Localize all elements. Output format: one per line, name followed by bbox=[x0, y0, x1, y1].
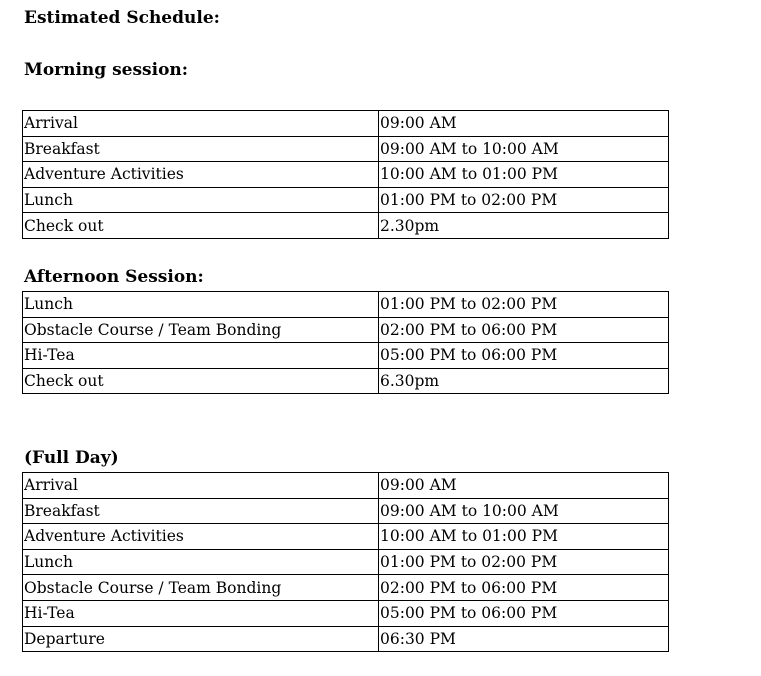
activity-cell: Breakfast bbox=[23, 136, 379, 162]
table-row bbox=[23, 524, 669, 550]
time-cell: 10:00 AM to 01:00 PM bbox=[379, 524, 669, 550]
time-cell: 6.30pm bbox=[379, 368, 669, 394]
time-cell: 02:00 PM to 06:00 PM bbox=[379, 317, 669, 343]
table-row bbox=[23, 292, 669, 318]
time-cell: 09:00 AM bbox=[379, 111, 669, 137]
activity-cell: Adventure Activities bbox=[23, 162, 379, 188]
time-cell: 01:00 PM to 02:00 PM bbox=[379, 292, 669, 318]
schedule-table-full-day bbox=[22, 472, 669, 652]
activity-cell: Obstacle Course / Team Bonding bbox=[23, 575, 379, 601]
table-row bbox=[23, 368, 669, 394]
time-cell: 09:00 AM bbox=[379, 473, 669, 499]
table-row bbox=[23, 473, 669, 499]
table-row bbox=[23, 575, 669, 601]
section-heading-afternoon: Afternoon Session: bbox=[24, 267, 204, 287]
activity-cell: Obstacle Course / Team Bonding bbox=[23, 317, 379, 343]
table-row bbox=[23, 136, 669, 162]
page-title: Estimated Schedule: bbox=[24, 8, 220, 28]
activity-cell: Breakfast bbox=[23, 498, 379, 524]
section-heading-morning: Morning session: bbox=[24, 60, 189, 80]
activity-cell: Lunch bbox=[23, 292, 379, 318]
activity-cell: Check out bbox=[23, 368, 379, 394]
time-cell: 05:00 PM to 06:00 PM bbox=[379, 343, 669, 369]
time-cell: 2.30pm bbox=[379, 213, 669, 239]
table-row bbox=[23, 317, 669, 343]
time-cell: 10:00 AM to 01:00 PM bbox=[379, 162, 669, 188]
table-row bbox=[23, 498, 669, 524]
table-row bbox=[23, 187, 669, 213]
table-row bbox=[23, 626, 669, 652]
schedule-table-afternoon bbox=[22, 291, 669, 394]
time-cell: 01:00 PM to 02:00 PM bbox=[379, 187, 669, 213]
activity-cell: Hi-Tea bbox=[23, 343, 379, 369]
table-row bbox=[23, 600, 669, 626]
activity-cell: Departure bbox=[23, 626, 379, 652]
activity-cell: Lunch bbox=[23, 187, 379, 213]
time-cell: 01:00 PM to 02:00 PM bbox=[379, 549, 669, 575]
table-row bbox=[23, 549, 669, 575]
activity-cell: Arrival bbox=[23, 473, 379, 499]
table-row bbox=[23, 343, 669, 369]
activity-cell: Arrival bbox=[23, 111, 379, 137]
schedule-table-morning bbox=[22, 110, 669, 239]
section-heading-full-day: (Full Day) bbox=[24, 448, 119, 468]
table-row bbox=[23, 111, 669, 137]
time-cell: 09:00 AM to 10:00 AM bbox=[379, 498, 669, 524]
time-cell: 02:00 PM to 06:00 PM bbox=[379, 575, 669, 601]
activity-cell: Hi-Tea bbox=[23, 600, 379, 626]
activity-cell: Adventure Activities bbox=[23, 524, 379, 550]
time-cell: 06:30 PM bbox=[379, 626, 669, 652]
table-row bbox=[23, 213, 669, 239]
time-cell: 09:00 AM to 10:00 AM bbox=[379, 136, 669, 162]
activity-cell: Lunch bbox=[23, 549, 379, 575]
table-row bbox=[23, 162, 669, 188]
activity-cell: Check out bbox=[23, 213, 379, 239]
time-cell: 05:00 PM to 06:00 PM bbox=[379, 600, 669, 626]
